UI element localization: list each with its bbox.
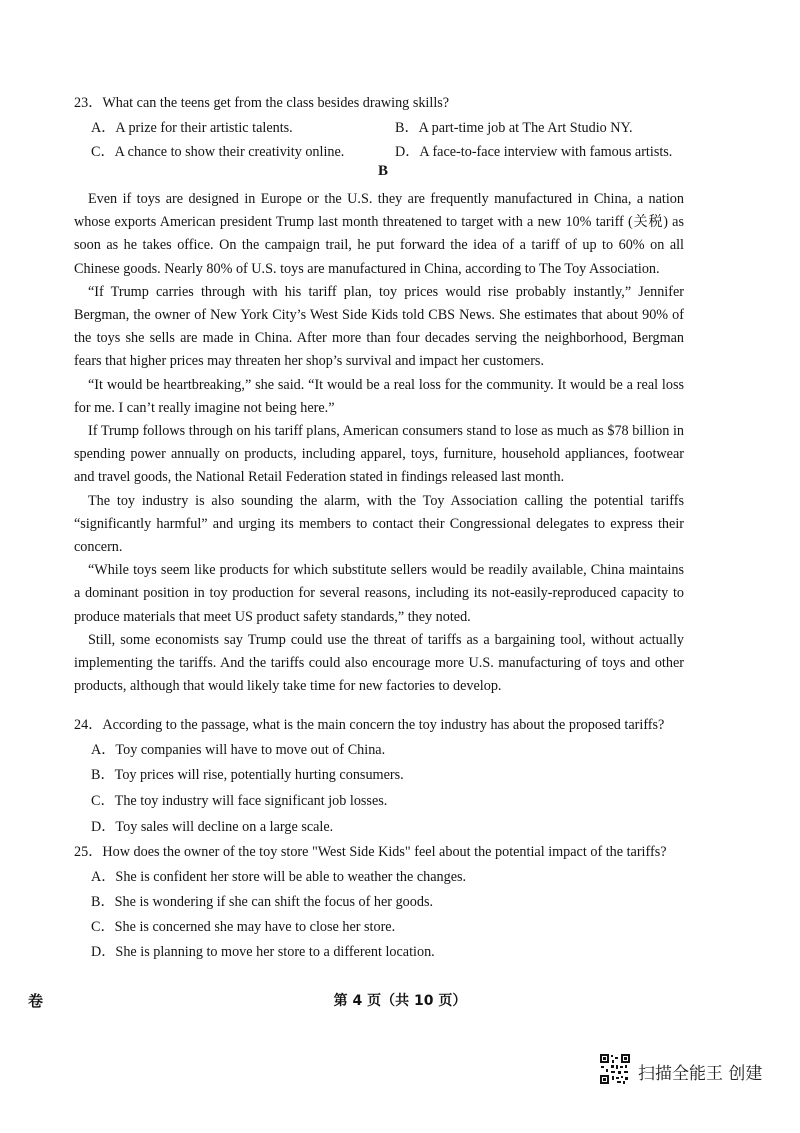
passage-paragraph: Still, some economists say Trump could use the threat of tariffs as a bargaining tool, without actually implementing the tariffs. And the tariffs could also encourage more U.S. manufacturing of toys and other products, although that would likely take time for new factories to develop. — [74, 631, 684, 695]
passage-paragraph: If Trump follows through on his tariff plans, American consumers stand to lose as much as $78 billion in spending power annually on products, including apparel, toys, furniture, household appliances, footwear and travel goods, the National Retail Federation stated in findings released last month. — [74, 423, 684, 486]
passage-paragraph: “It would be heartbreaking,” she said. “It would be a real loss for the community. It would be a real loss for me. I can’t really imagine not being here.” — [74, 376, 684, 416]
passage-paragraph: Even if toys are designed in Europe or the U.S. they are frequently manufactured in China, a nation whose exports American president Trump last month threatened to target with a new 10% tariff (关税) as soon as he takes office. On the campaign trail, he put forward the idea of a tariff of up to 60% on all Chinese goods. Nearly 80% of U.S. toys are manufactured in China, according to The Toy Association. — [74, 191, 684, 277]
question-23-option-d: D．A face-to-face interview with famous artists. — [395, 144, 673, 160]
section-label: B — [378, 163, 389, 179]
passage-paragraph: “If Trump carries through with his tariff plan, toy prices would rise probably instantly,” Jennifer Bergman, the owner of New York City’s West Side Kids told CBS News. She estimates that about 90% of the toys she sells are made in China. After more than four decades serving the neighborhood, Bergman fears that higher prices may threaten her shop’s survival and impact her customers. — [74, 283, 684, 370]
passage-paragraph: The toy industry is also sounding the alarm, with the Toy Association calling the potential tariffs “significantly harmful” and urging its members to contact their Congressional delegates to express their concern. — [74, 492, 684, 556]
question-23-stem: 23．What can the teens get from the class besides drawing skills? — [74, 95, 450, 111]
passage — [74, 188, 684, 698]
question-24-option-d: D．Toy sales will decline on a large scale. — [91, 819, 334, 835]
question-24-option-c: C．The toy industry will face significant job losses. — [91, 793, 388, 809]
question-24-option-a: A．Toy companies will have to move out of China. — [91, 742, 386, 758]
qr-code-icon — [599, 1053, 631, 1085]
question-24-option-b: B．Toy prices will rise, potentially hurting consumers. — [91, 767, 404, 783]
question-25-option-b: B．She is wondering if she can shift the focus of her goods. — [91, 894, 434, 910]
page-number: 第 4 页（共 10 页） — [333, 993, 467, 1009]
question-25-option-c: C．She is concerned she may have to close her store. — [91, 919, 396, 935]
question-23-option-c: C．A chance to show their creativity online. — [91, 144, 345, 160]
question-25-stem: 25．How does the owner of the toy store "West Side Kids" feel about the potential impact of the tariffs? — [74, 844, 667, 860]
passage-paragraph: “While toys seem like products for which substitute sellers would be readily available, China maintains a dominant position in toy production for several reasons, including its not-easily-reproduced capacity to produce materials that meet US product safety standards,” they noted. — [74, 562, 684, 625]
scanner-watermark: 扫描全能王 创建 — [638, 1064, 763, 1084]
question-25-option-d: D．She is planning to move her store to a different location. — [91, 944, 435, 960]
question-23-option-a: A．A prize for their artistic talents. — [91, 120, 293, 136]
question-24-stem: 24．According to the passage, what is the main concern the toy industry has about the proposed tariffs? — [74, 717, 665, 733]
question-23-option-b: B．A part-time job at The Art Studio NY. — [395, 120, 633, 136]
paper-label: 卷 — [28, 994, 44, 1010]
question-25-option-a: A．She is confident her store will be able to weather the changes. — [91, 869, 467, 885]
